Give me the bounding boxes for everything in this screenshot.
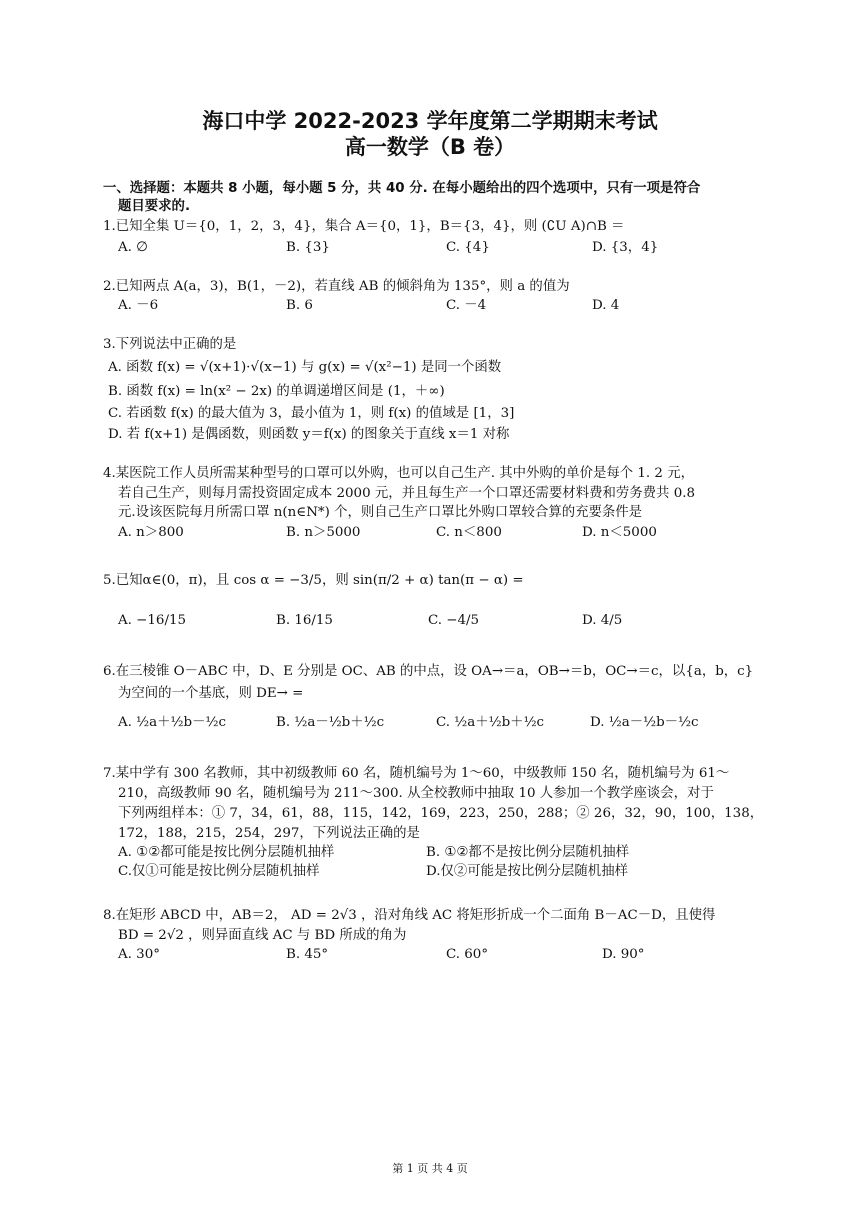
question-8-stem-cont: BD = 2√2 ，则异面直线 AC 与 BD 所成的角为	[118, 928, 407, 943]
option-a: A. n＞800	[118, 525, 184, 540]
question-7-stem-cont: 210，高级教师 90 名，随机编号为 211～300. 从全校教师中抽取 10 人参加一个教学座谈会，对于	[118, 786, 714, 801]
option-c: C. ½a＋½b＋½c	[436, 715, 545, 730]
option-c: C.仅①可能是按比例分层随机抽样	[118, 864, 320, 879]
option-b: B. 16/15	[276, 613, 333, 628]
question-2-options	[118, 297, 778, 315]
question-3-option-b: B. 函数 f(x) = ln(x² − 2x) 的单调递增区间是 (1，＋∞)	[108, 384, 445, 399]
question-7-options-row1	[118, 844, 778, 862]
question-7-stem: 7.某中学有 300 名教师，其中初级教师 60 名，随机编号为 1～60，中级教师 150 名，随机编号为 61～	[103, 766, 730, 781]
option-d: D. ½a－½b－½c	[590, 715, 699, 730]
option-a: A. −16/15	[118, 613, 186, 628]
question-7-stem-cont: 下列两组样本：① 7，34，61，88，115，142，169，223，250，288；② 26，32，90，100，138，	[118, 806, 764, 821]
option-a: A. ½a＋½b－½c	[118, 715, 226, 730]
option-a: A. －6	[118, 298, 159, 313]
exam-title: 海口中学 2022-2023 学年度第二学期期末考试	[202, 109, 658, 133]
question-1-options	[118, 239, 778, 257]
question-4-stem-cont: 若自己生产，则每月需投资固定成本 2000 元，并且每生产一个口罩还需要材料费和劳务费共 0.8	[118, 486, 695, 501]
question-4-stem: 4.某医院工作人员所需某种型号的口罩可以外购，也可以自己生产. 其中外购的单价是每个 1. 2 元，	[103, 466, 694, 481]
section-heading-cont: 题目要求的.	[118, 199, 191, 214]
question-3-option-d: D. 若 f(x+1) 是偶函数，则函数 y＝f(x) 的图象关于直线 x＝1 对称	[108, 427, 510, 442]
option-d: D. n＜5000	[582, 525, 657, 540]
exam-subtitle: 高一数学（B 卷）	[344, 135, 516, 159]
page-footer: 第 1 页 共 4 页	[392, 1162, 468, 1175]
question-7-options-row2	[118, 863, 778, 881]
question-6-stem-cont: 为空间的一个基底，则 DE→ =	[118, 686, 304, 701]
option-c: C. 60°	[446, 947, 489, 962]
option-a: A. 30°	[118, 947, 160, 962]
option-d: D. {3，4}	[592, 240, 659, 255]
section-heading: 一、选择题：本题共 8 小题，每小题 5 分，共 40 分. 在每小题给出的四个选项中，只有一项是符合	[103, 181, 701, 196]
option-d: D. 90°	[602, 947, 645, 962]
option-b: B. ½a－½b＋½c	[276, 715, 385, 730]
option-d: D.仅②可能是按比例分层随机抽样	[426, 864, 628, 879]
option-a: A. ∅	[118, 240, 148, 255]
question-2-stem: 2.已知两点 A(a，3)，B(1，－2)，若直线 AB 的倾斜角为 135°，则 a 的值为	[103, 279, 570, 294]
option-c: C. －4	[446, 298, 487, 313]
option-c: C. n＜800	[436, 525, 502, 540]
option-d: D. 4	[592, 298, 620, 313]
question-3-option-c: C. 若函数 f(x) 的最大值为 3，最小值为 1，则 f(x) 的值域是 [1，3]	[108, 406, 515, 421]
question-8-options	[118, 946, 778, 964]
option-c: C. {4}	[446, 240, 490, 255]
question-3-stem: 3.下列说法中正确的是	[103, 337, 237, 352]
option-b: B. n＞5000	[286, 525, 361, 540]
question-4-options	[118, 524, 778, 542]
question-6-stem: 6.在三棱锥 O－ABC 中，D、E 分别是 OC、AB 的中点，设 OA→＝a，OB→＝b，OC→＝c，以{a，b，c}	[103, 664, 754, 679]
question-3-option-a: A. 函数 f(x) = √(x+1)·√(x−1) 与 g(x) = √(x²−1) 是同一个函数	[108, 360, 502, 375]
question-5-stem: 5.已知α∈(0，π)，且 cos α = −3/5，则 sin(π/2 + α) tan(π − α) =	[103, 573, 524, 588]
question-7-stem-cont: 172，188，215，254，297，下列说法正确的是	[118, 826, 420, 841]
question-6-options	[118, 714, 778, 732]
option-b: B. 45°	[286, 947, 329, 962]
option-a: A. ①②都可能是按比例分层随机抽样	[118, 845, 335, 860]
option-b: B. 6	[286, 298, 313, 313]
question-8-stem: 8.在矩形 ABCD 中，AB＝2， AD = 2√3 ，沿对角线 AC 将矩形折成一个二面角 B－AC－D，且使得	[103, 908, 716, 923]
option-d: D. 4/5	[582, 613, 623, 628]
question-4-stem-cont: 元.设该医院每月所需口罩 n(n∈N*) 个，则自己生产口罩比外购口罩较合算的充要条件是	[118, 505, 643, 520]
option-b: B. {3}	[286, 240, 330, 255]
question-5-options	[118, 612, 778, 630]
option-c: C. −4/5	[428, 613, 480, 628]
option-b: B. ①②都不是按比例分层随机抽样	[426, 845, 630, 860]
question-1-stem: 1.已知全集 U＝{0，1，2，3，4}，集合 A＝{0，1}，B＝{3，4}，则 (∁U A)∩B ＝	[103, 219, 625, 234]
